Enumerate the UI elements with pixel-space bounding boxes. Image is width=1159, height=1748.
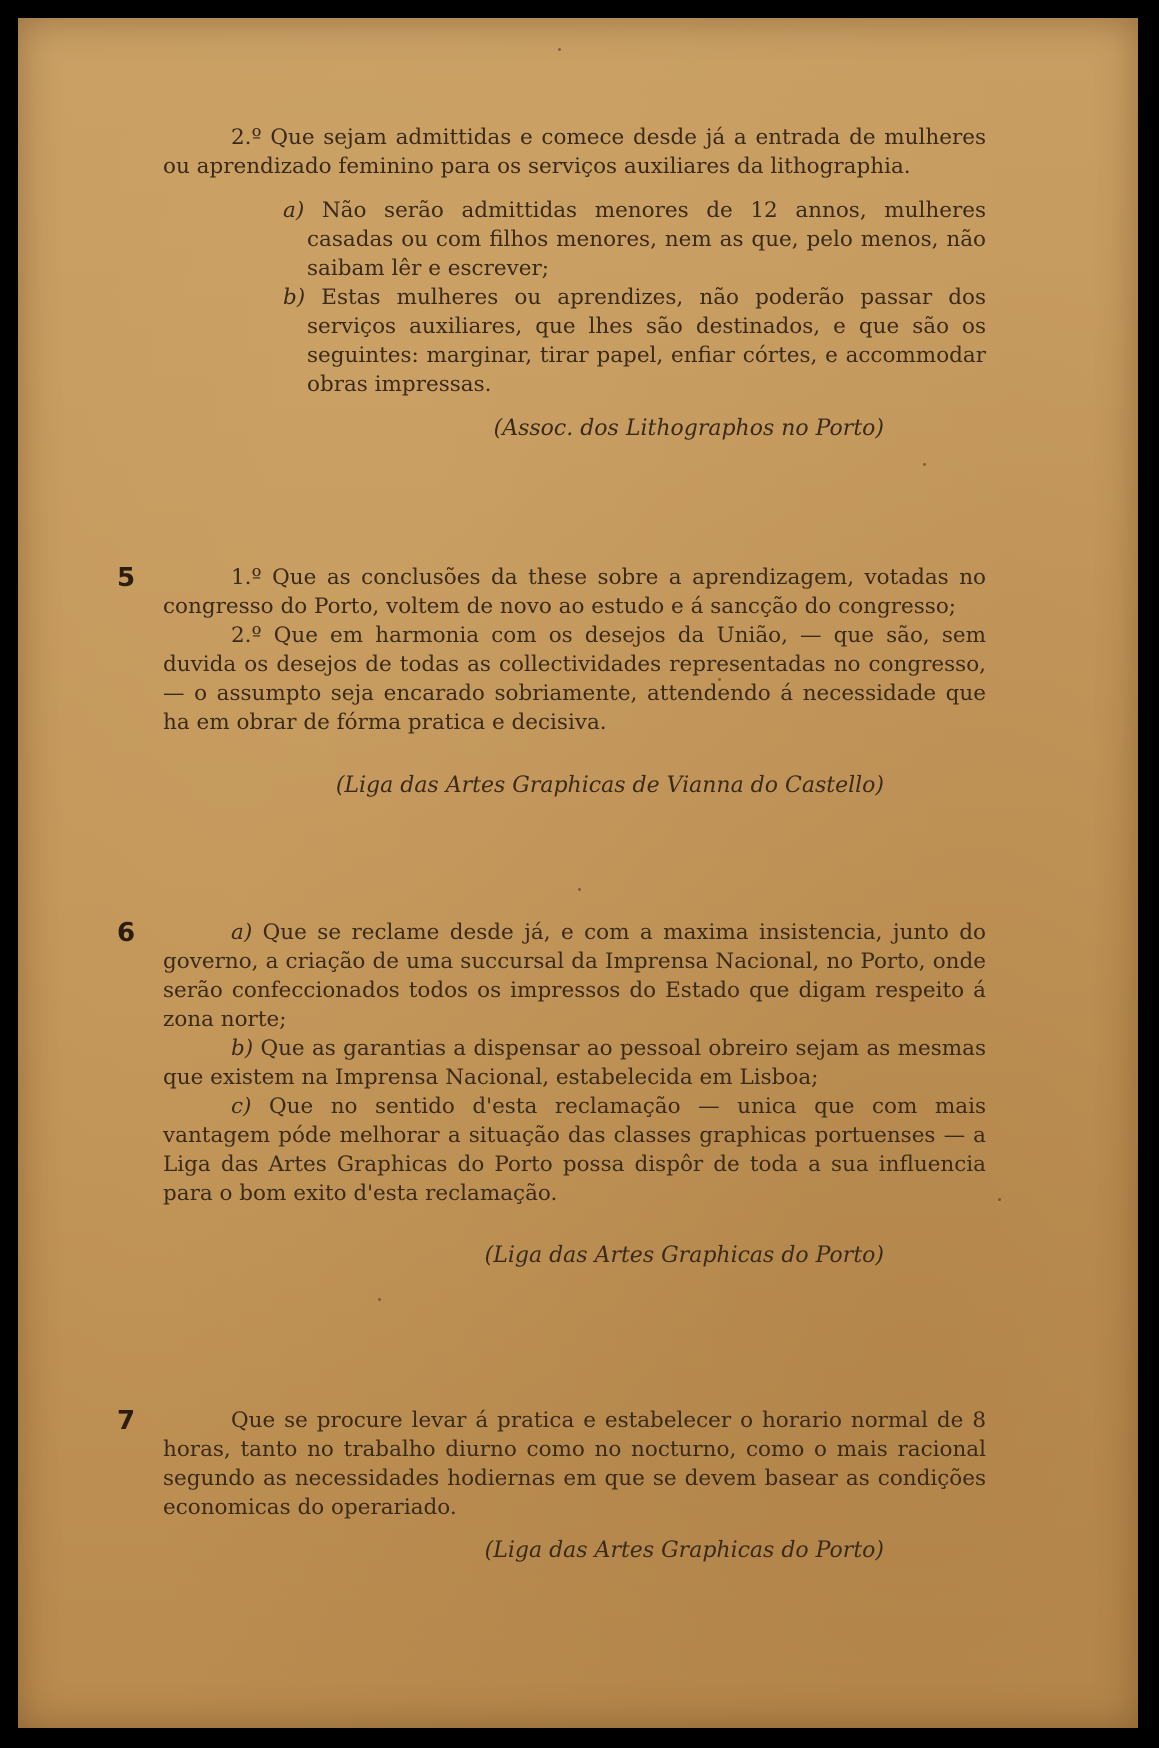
section-6-item-a (163, 918, 986, 1034)
item-c-text: Que no sentido d'esta reclamação — unica que com mais vantagem póde melhorar a situação das classes graphicas portuenses — a Liga das Artes Graphicas do Porto possa dispôr de toda a sua influencia para o bom exito d'esta reclamação. (163, 1094, 986, 1206)
section-4-item-b (283, 283, 986, 399)
section-5-signature: (Liga das Artes Graphicas de Vianna do Castello) (335, 773, 884, 798)
section-7-number: 7 (117, 1406, 136, 1436)
item-b-label: b) (283, 285, 306, 310)
item-a-label: a) (231, 920, 253, 945)
item-b-text: Que as garantias a dispensar ao pessoal obreiro sejam as mesmas que existem na Imprensa Nacional, estabelecida em Lisboa; (163, 1036, 986, 1090)
section-6-item-c (163, 1092, 986, 1208)
item-b-label: b) (231, 1036, 254, 1061)
section-7-text (163, 1406, 986, 1522)
section-4-signature: (Assoc. dos Lithographos no Porto) (493, 416, 884, 441)
section-4-subitems (163, 196, 986, 399)
section-7-signature: (Liga das Artes Graphicas do Porto) (484, 1538, 884, 1563)
item-b-text: Estas mulheres ou aprendizes, não poderão passar dos serviços auxiliares, que lhes são destinados, e que são os seguintes: marginar, tirar papel, enfiar córtes, e accommodar obras impressas. (305, 285, 986, 397)
paper-speck (998, 1198, 1001, 1201)
document-page (18, 18, 1138, 1728)
section-6-text (163, 918, 986, 1208)
section-5-text (163, 563, 986, 737)
section-4-text (163, 123, 986, 399)
paper-speck (558, 48, 561, 51)
section-4-paragraph-2: 2.º Que sejam admittidas e comece desde já a entrada de mulheres ou aprendizado feminino para os serviços auxiliares da lithographia. (163, 125, 986, 179)
section-6-signature: (Liga das Artes Graphicas do Porto) (484, 1243, 884, 1268)
section-6-number: 6 (117, 918, 136, 948)
section-7-paragraph: Que se procure levar á pratica e estabelecer o horario normal de 8 horas, tanto no trabalho diurno como no nocturno, como o mais racional segundo as necessidades hodiernas em que se devem basear as condições economicas do operariado. (163, 1408, 986, 1520)
section-4-item-a (283, 196, 986, 283)
paper-speck (923, 463, 926, 466)
item-a-text: Não serão admittidas menores de 12 annos, mulheres casadas ou com filhos menores, nem as que, pelo menos, não saibam lêr e escrever; (304, 198, 986, 281)
section-5-number: 5 (117, 563, 136, 593)
section-5-paragraph-2: 2.º Que em harmonia com os desejos da União, — que são, sem duvida os desejos de todas as collectividades representadas no congresso, — o assumpto seja encarado sobriamente, attendendo á necessidade que ha em obrar de fórma pratica e decisiva. (163, 623, 986, 735)
section-6-item-b (163, 1034, 986, 1092)
paper-speck (578, 888, 581, 891)
item-c-label: c) (231, 1094, 252, 1119)
item-a-text: Que se reclame desde já, e com a maxima insistencia, junto do governo, a criação de uma succursal da Imprensa Nacional, no Porto, onde serão confeccionados todos os impressos do Estado que digam respeito á zona norte; (163, 920, 986, 1032)
section-5-paragraph-1: 1.º Que as conclusões da these sobre a aprendizagem, votadas no congresso do Porto, voltem de novo ao estudo e á sancção do congresso; (163, 565, 986, 619)
paper-speck (378, 1298, 381, 1301)
item-a-label: a) (283, 198, 305, 223)
